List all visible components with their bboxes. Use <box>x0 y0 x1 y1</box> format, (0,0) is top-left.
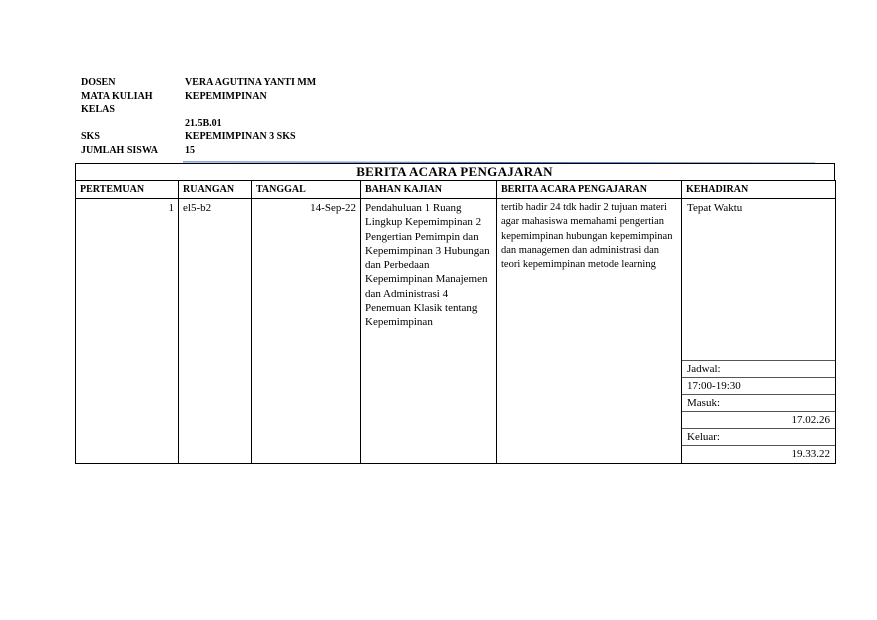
header-row-dosen <box>81 77 381 91</box>
dosen-label: DOSEN <box>81 77 116 88</box>
jadwal-label: Jadwal: <box>682 361 835 378</box>
cell-bahan-kajian: Pendahuluan 1 Ruang Lingkup Kepemimpinan 2 Pengertian Pemimpin dan Kepemimpinan 3 Hubungan dan Perbedaan Kepemimpinan Manajemen dan Administrasi 4 Penemuan Klasik tentang Kepemimpinan <box>361 199 497 464</box>
matakuliah-value: KEPEMIMPINAN <box>185 90 267 102</box>
col-header-pertemuan: PERTEMUAN <box>76 181 179 199</box>
table-right-border <box>834 163 835 180</box>
table-header-row <box>76 181 836 199</box>
dosen-value: VERA AGUTINA YANTI MM <box>185 77 317 88</box>
cell-ruangan: el5-b2 <box>179 199 252 464</box>
masuk-label: Masuk: <box>682 395 835 412</box>
jumlah-siswa-label: JUMLAH SISWA <box>81 144 158 156</box>
kehadiran-status: Tepat Waktu <box>682 199 835 361</box>
teaching-record-table <box>75 180 836 464</box>
header-row-sks <box>81 131 381 145</box>
jadwal-value: 17:00-19:30 <box>682 378 835 395</box>
header-row-matakuliah <box>81 91 381 105</box>
col-header-berita-acara: BERITA ACARA PENGAJARAN <box>497 181 682 199</box>
header-row-kelas <box>81 104 381 118</box>
kelas-label: KELAS <box>81 104 115 115</box>
matakuliah-label: MATA KULIAH <box>81 90 153 102</box>
col-header-bahan-kajian: BAHAN KAJIAN <box>361 181 497 199</box>
course-header <box>81 77 381 158</box>
col-header-tanggal: TANGGAL <box>252 181 361 199</box>
header-row-kelas-value <box>81 118 381 132</box>
jumlah-siswa-value: 15 <box>185 144 195 156</box>
kelas-value: 21.5B.01 <box>185 117 222 129</box>
sks-label: SKS <box>81 131 100 142</box>
masuk-value: 17.02.26 <box>682 412 835 429</box>
table-row <box>76 199 836 464</box>
col-header-ruangan: RUANGAN <box>179 181 252 199</box>
keluar-label: Keluar: <box>682 429 835 446</box>
sks-value: KEPEMIMPINAN 3 SKS <box>185 131 296 142</box>
cell-pertemuan: 1 <box>76 199 179 464</box>
document-title: BERITA ACARA PENGAJARAN <box>356 164 553 179</box>
col-header-kehadiran: KEHADIRAN <box>682 181 836 199</box>
cell-berita-acara: tertib hadir 24 tdk hadir 2 tujuan materi agar mahasiswa memahami pengertian kepemimpinan hubungan kepemimpinan dan managemen dan administrasi dan teori kepemimpinan metode learning <box>497 199 682 464</box>
keluar-value: 19.33.22 <box>791 448 830 460</box>
cell-kehadiran <box>682 199 836 464</box>
header-row-jumlah <box>81 145 381 159</box>
cell-tanggal: 14-Sep-22 <box>252 199 361 464</box>
